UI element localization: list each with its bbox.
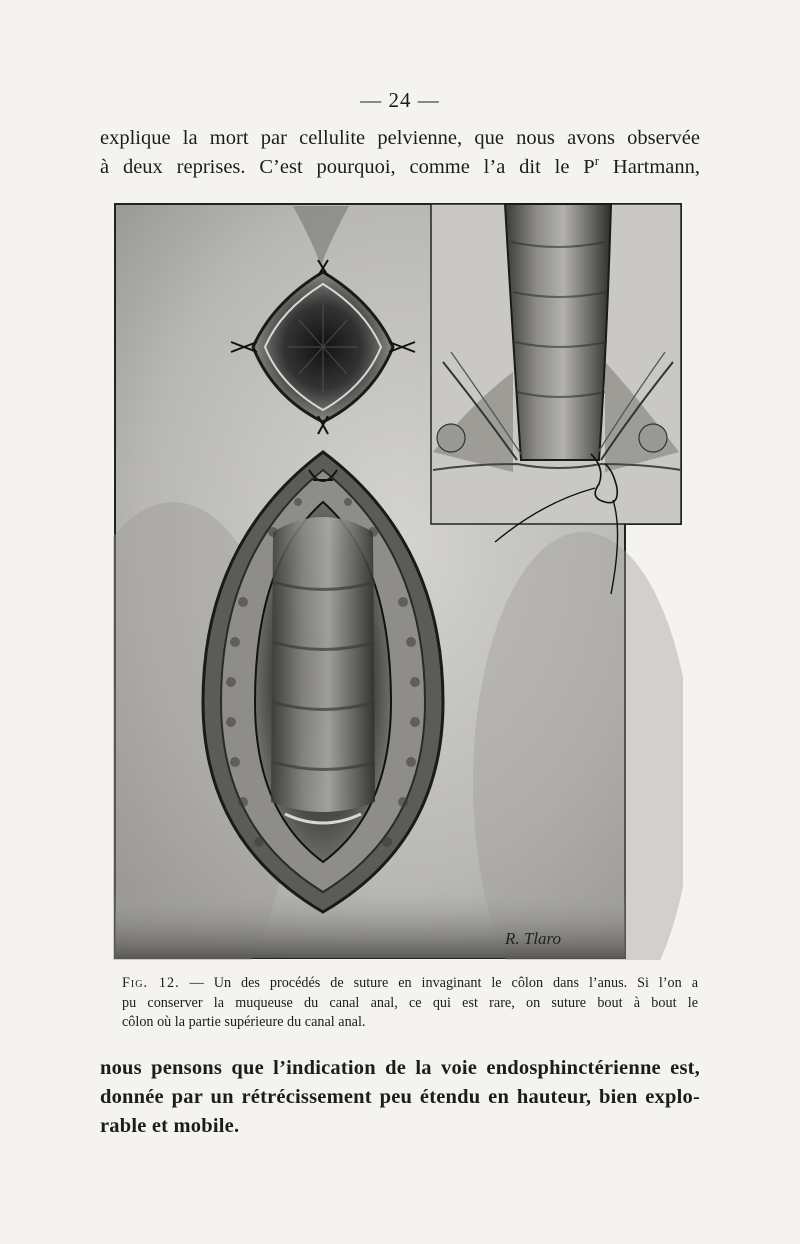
figure-caption <box>104 974 698 1033</box>
caption-line-2: pu conserver la muqueuse du canal anal, ce qui est rare, on suture bout à bout le <box>122 994 698 1011</box>
paragraph-bottom-line-2: donnée par un rétrécissement peu étendu en hauteur, bien explo- <box>100 1086 700 1108</box>
title-superscript: r <box>594 153 600 169</box>
author-name: Hartmann, <box>599 156 700 178</box>
paragraph-bottom-line-1: nous pensons que l’indication de la voie endosphinctérienne est, <box>100 1057 700 1079</box>
artist-signature: R. Tlaro <box>505 929 562 948</box>
figure-label: Fig. 12. <box>122 975 180 991</box>
paragraph-top-line-1: explique la mort par cellulite pelvienne, que nous avons observée <box>100 127 700 149</box>
paragraph-bottom-line-3: rable et mobile. <box>100 1115 240 1137</box>
surgical-illustration <box>113 202 683 960</box>
paragraph-top-line-2 <box>100 153 700 182</box>
paragraph-top <box>100 124 700 182</box>
caption-line-1-text: — Un des procédés de suture en invaginant le côlon dans l’anus. Si l’on a <box>179 975 698 991</box>
caption-line-3: côlon où la partie supérieure du canal anal. <box>122 1014 366 1030</box>
title-abbrev: P <box>583 156 595 178</box>
page-number: — 24 — <box>360 88 440 112</box>
caption-line-1 <box>104 974 698 994</box>
paragraph-top-line-2-text: à deux reprises. C’est pourquoi, comme l’a dit le <box>100 156 584 178</box>
paragraph-bottom <box>100 1054 700 1141</box>
